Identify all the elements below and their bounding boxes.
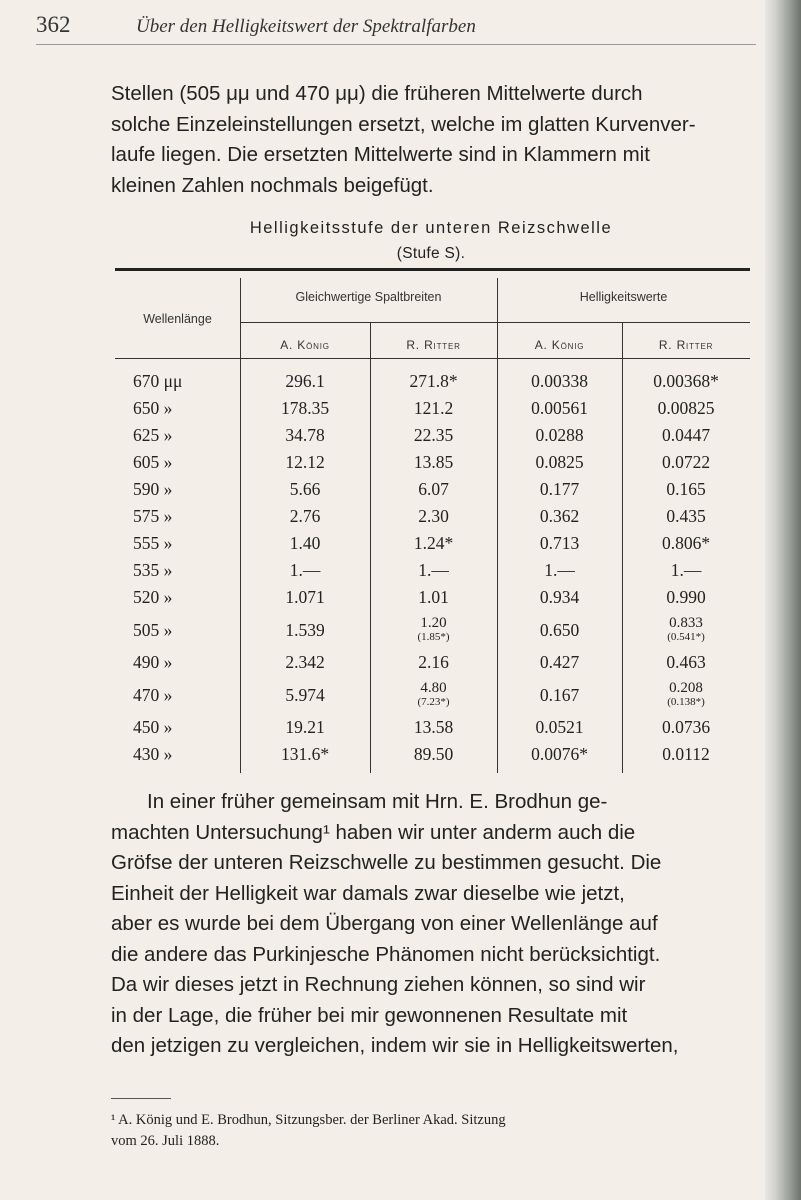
table-cell-wl: 650 » [133,398,173,418]
table-cell-sr: 271.8* [409,371,458,391]
table-cell-sk: 2.342 [285,652,325,672]
header-slit-widths: Gleichwertige Spaltbreiten [295,290,442,304]
table-cell-sk: 178.35 [280,398,330,418]
threshold-table [115,268,750,773]
text-line: Da wir dieses jetzt in Rechnung ziehen können, so sind wir [111,973,646,996]
cell-replaced-value: (0.541*) [667,631,705,643]
text-line: Stellen (505 μμ und 470 μμ) die früheren Mittelwerte durch [111,82,643,105]
cell-value: 0.208 [669,680,703,696]
table-cell-sr: 13.58 [413,717,454,737]
sub-slit-koenig: A. König [280,338,330,352]
cell-replaced-value: (7.23*) [417,696,450,708]
text-line: solche Einzeleinstellungen ersetzt, welche im glatten Kurvenver- [111,112,696,136]
text-line: kleinen Zahlen nochmals beigefügt. [111,173,434,197]
text-line: in der Lage, die früher bei mir gewonnenen Resultate mit [111,1003,628,1027]
table-cell-sr: 6.07 [418,479,449,499]
table-cell-hk: 0.427 [539,652,580,672]
table-cell-sk: 296.1 [285,371,325,391]
table-cell-wl: 605 » [133,452,173,472]
table-cell-hr [622,616,750,644]
text-segment: In einer früher gemeinsam mit Hrn. E. Brodhun ge- [147,790,608,813]
table-cell-wl: 625 » [133,425,173,445]
table-cell-sr: 121.2 [413,398,454,418]
table-cell-hk: 0.167 [539,685,580,705]
cell-replaced-value: (1.85*) [417,631,450,643]
table-cell-sk: 34.78 [285,425,325,445]
table-cell-sr: 2.16 [418,652,449,672]
book-spine-edge [765,0,801,1200]
table-cell-wl: 575 » [133,506,173,526]
cell-value: 0.833 [669,615,703,631]
table-cell-hk: 0.0288 [535,425,584,445]
table-cell-hk: 0.0521 [535,717,584,737]
text-line: die andere das Purkinjesche Phänomen nicht berücksichtigt. [111,942,661,966]
table-cell-hk: 0.00338 [531,371,588,391]
table-cell-wl: 505 » [133,620,173,640]
table-cell-hk: 0.00561 [531,398,588,418]
table-cell-hr: 0.435 [666,506,706,526]
table-cell-sk: 5.974 [285,685,325,705]
table-cell-hr: 0.00368* [653,371,719,391]
footnote-line: ¹ A. König und E. Brodhun, Sitzungsber. der Berliner Akad. Sitzung [111,1112,506,1128]
table-cell-sk: 5.66 [289,479,321,499]
footnote [111,1110,751,1152]
table-cell-wl: 555 » [133,533,173,553]
table-cell-hr: 0.0447 [661,425,711,445]
table-cell-sk: 131.6* [280,744,330,764]
footnote-rule [111,1098,171,1099]
table-cell-hk: 0.177 [539,479,580,499]
table-cell-hr: 0.990 [666,587,706,607]
table-cell-sr [370,616,497,644]
header-wavelength: Wellenlänge [143,312,212,326]
cell-value: 1.20 [420,615,447,631]
sub-slit-ritter: R. Ritter [406,338,461,352]
table-cell-hk: 0.362 [539,506,580,526]
running-title: Über den Helligkeitswert der Spektralfarben [136,16,476,37]
table-cell-hk: 0.934 [539,587,580,607]
header-rule [36,44,756,45]
table-cell-sk: 1.— [289,560,321,580]
table-cell-hr [622,681,750,709]
text-line: den jetzigen zu vergleichen, indem wir sie in Helligkeitswerten, [111,1034,679,1057]
table-cell-sr: 22.35 [413,425,454,445]
table-cell-hr: 0.165 [666,479,706,499]
table-cell-hr: 0.463 [666,652,706,672]
header-brightness: Helligkeitswerte [579,290,668,304]
table-cell-sk: 2.76 [289,506,321,526]
text-line [111,787,751,818]
table-cell-sr: 1.— [418,560,449,580]
table-cell-hr: 0.806* [661,533,711,553]
text-line: machten Untersuchung¹ haben wir unter anderm auch die [111,820,636,844]
table-cell-hk: 0.0825 [535,452,584,472]
table-cell-wl: 450 » [133,717,173,737]
table-cell-wl: 590 » [133,479,173,499]
table-cell-sr: 2.30 [418,506,449,526]
table-cell-hr: 0.00825 [657,398,715,418]
table-top-rule [115,268,750,271]
running-head [36,12,756,48]
cell-value: 4.80 [420,680,447,696]
table-cell-sr [370,681,497,709]
header-divider [240,322,750,323]
table-cell-hk: 0.650 [539,620,580,640]
page-number: 362 [36,12,71,37]
paragraph-intro [111,79,751,201]
table-cell-wl: 670 μμ [133,371,183,391]
table-cell-sr: 89.50 [413,744,454,764]
table-cell-sk: 19.21 [285,717,325,737]
sub-brightness-ritter: R. Ritter [658,338,714,352]
table-cell-hr: 0.0112 [662,744,710,764]
header-bottom-rule [115,358,750,359]
cell-replaced-value: (0.138*) [667,696,705,708]
paragraph-main [111,787,751,1062]
text-line: laufe liegen. Die ersetzten Mittelwerte sind in Klammern mit [111,143,650,166]
text-line: aber es wurde bei dem Übergang von einer Wellenlänge auf [111,912,658,935]
table-cell-hr: 1.— [670,560,702,580]
table-cell-hk: 1.— [544,560,575,580]
table-cell-sr: 1.01 [418,587,449,607]
table-cell-wl: 430 » [133,744,173,764]
table-cell-sr: 1.24* [413,533,454,553]
table-cell-sk: 1.40 [289,533,321,553]
table-cell-sk: 1.539 [285,620,325,640]
table-cell-hr: 0.0736 [661,717,711,737]
table-caption [111,215,751,267]
sub-brightness-koenig: A. König [534,338,585,352]
table-cell-sk: 1.071 [285,587,325,607]
table-subtitle: (Stufe S). [396,245,466,262]
footnote-line: vom 26. Juli 1888. [111,1133,220,1149]
table-cell-hr: 0.0722 [661,452,711,472]
text-line: Einheit der Helligkeit war damals zwar dieselbe wie jetzt, [111,881,625,905]
table-cell-wl: 520 » [133,587,173,607]
table-cell-sr: 13.85 [413,452,454,472]
table-title: Helligkeitsstufe der unteren Reizschwelle [249,219,613,237]
text-line: Gröfse der unteren Reizschwelle zu bestimmen gesucht. Die [111,851,662,874]
table-cell-hk: 0.713 [539,533,580,553]
table-cell-sk: 12.12 [285,452,325,472]
table-cell-wl: 535 » [133,560,173,580]
table-cell-wl: 490 » [133,652,173,672]
table-cell-wl: 470 » [133,685,173,705]
table-cell-hk: 0.0076* [531,744,588,764]
